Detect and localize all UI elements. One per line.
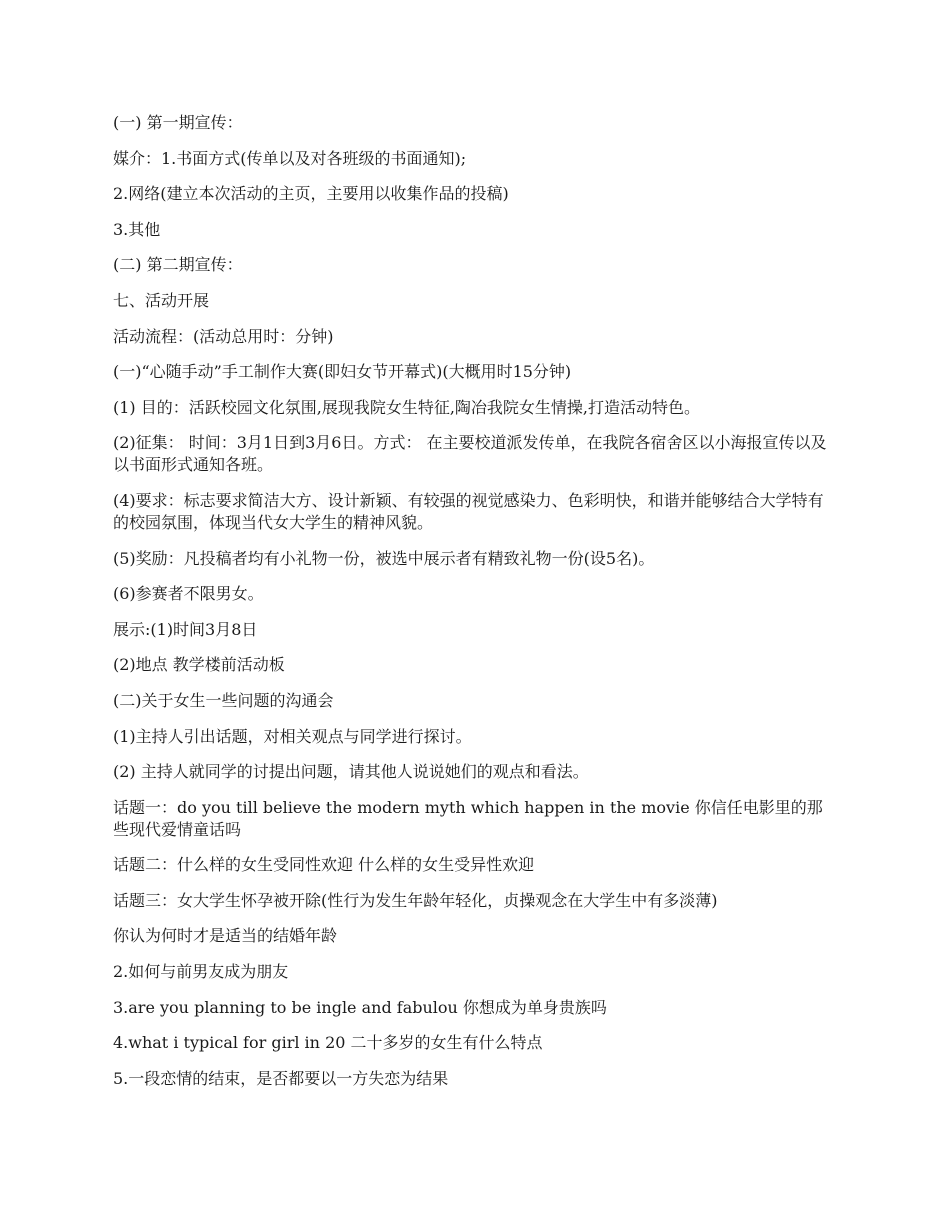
paragraph: (二)关于女生一些问题的沟通会 <box>113 690 334 710</box>
paragraph: 展示:(1)时间3月8日 <box>113 619 258 639</box>
paragraph: (1) 目的：活跃校园文化氛围,展现我院女生特征,陶冶我院女生情操,打造活动特色。 <box>113 397 701 417</box>
paragraph: (4)要求：标志要求简洁大方、设计新颖、有较强的视觉感染力、色彩明快，和谐并能够结合大学特有的校园氛围，体现当代女大学生的精神风貌。 <box>113 490 824 532</box>
paragraph: 3.其他 <box>113 219 161 239</box>
paragraph: 话题三：女大学生怀孕被开除(性行为发生年龄年轻化，贞操观念在大学生中有多淡薄) <box>113 890 718 910</box>
paragraph: 活动流程：(活动总用时：分钟) <box>113 326 334 346</box>
paragraph: 2.网络(建立本次活动的主页，主要用以收集作品的投稿) <box>113 184 509 204</box>
paragraph: (6)参赛者不限男女。 <box>113 584 264 604</box>
paragraph: (2)地点 教学楼前活动板 <box>113 655 285 675</box>
paragraph: (2) 主持人就同学的讨提出问题，请其他人说说她们的观点和看法。 <box>113 762 589 782</box>
paragraph: (一) 第一期宣传： <box>113 113 243 132</box>
paragraph: 4.what i typical for girl in 20 二十多岁的女生有什么特点 <box>113 1033 543 1053</box>
paragraph: 3.are you planning to be ingle and fabulou 你想成为单身贵族吗 <box>113 997 607 1017</box>
section-heading: 七、活动开展 <box>113 290 210 310</box>
paragraph: 5.一段恋情的结束，是否都要以一方失恋为结果 <box>113 1068 449 1088</box>
paragraph: 话题一：do you till believe the modern myth which happen in the movie 你信任电影里的那些现代爱情童话吗 <box>113 797 823 839</box>
paragraph: (一)“心随手动”手工制作大赛(即妇女节开幕式)(大概用时15分钟) <box>113 362 572 382</box>
paragraph: 媒介：1.书面方式(传单以及对各班级的书面通知); <box>113 148 467 168</box>
paragraph: (二) 第二期宣传： <box>113 255 243 275</box>
paragraph: (2)征集： 时间：3月1日到3月6日。方式： 在主要校道派发传单，在我院各宿舍区以小海报宣传以及以书面形式通知各班。 <box>113 433 827 475</box>
paragraph: (5)奖励：凡投稿者均有小礼物一份，被选中展示者有精致礼物一份(设5名)。 <box>113 548 655 568</box>
paragraph: 话题二：什么样的女生受同性欢迎 什么样的女生受异性欢迎 <box>113 855 535 875</box>
paragraph: 2.如何与前男友成为朋友 <box>113 962 289 982</box>
paragraph: (1)主持人引出话题，对相关观点与同学进行探讨。 <box>113 726 472 746</box>
document-body <box>113 112 833 1103</box>
paragraph: 你认为何时才是适当的结婚年龄 <box>113 926 338 946</box>
